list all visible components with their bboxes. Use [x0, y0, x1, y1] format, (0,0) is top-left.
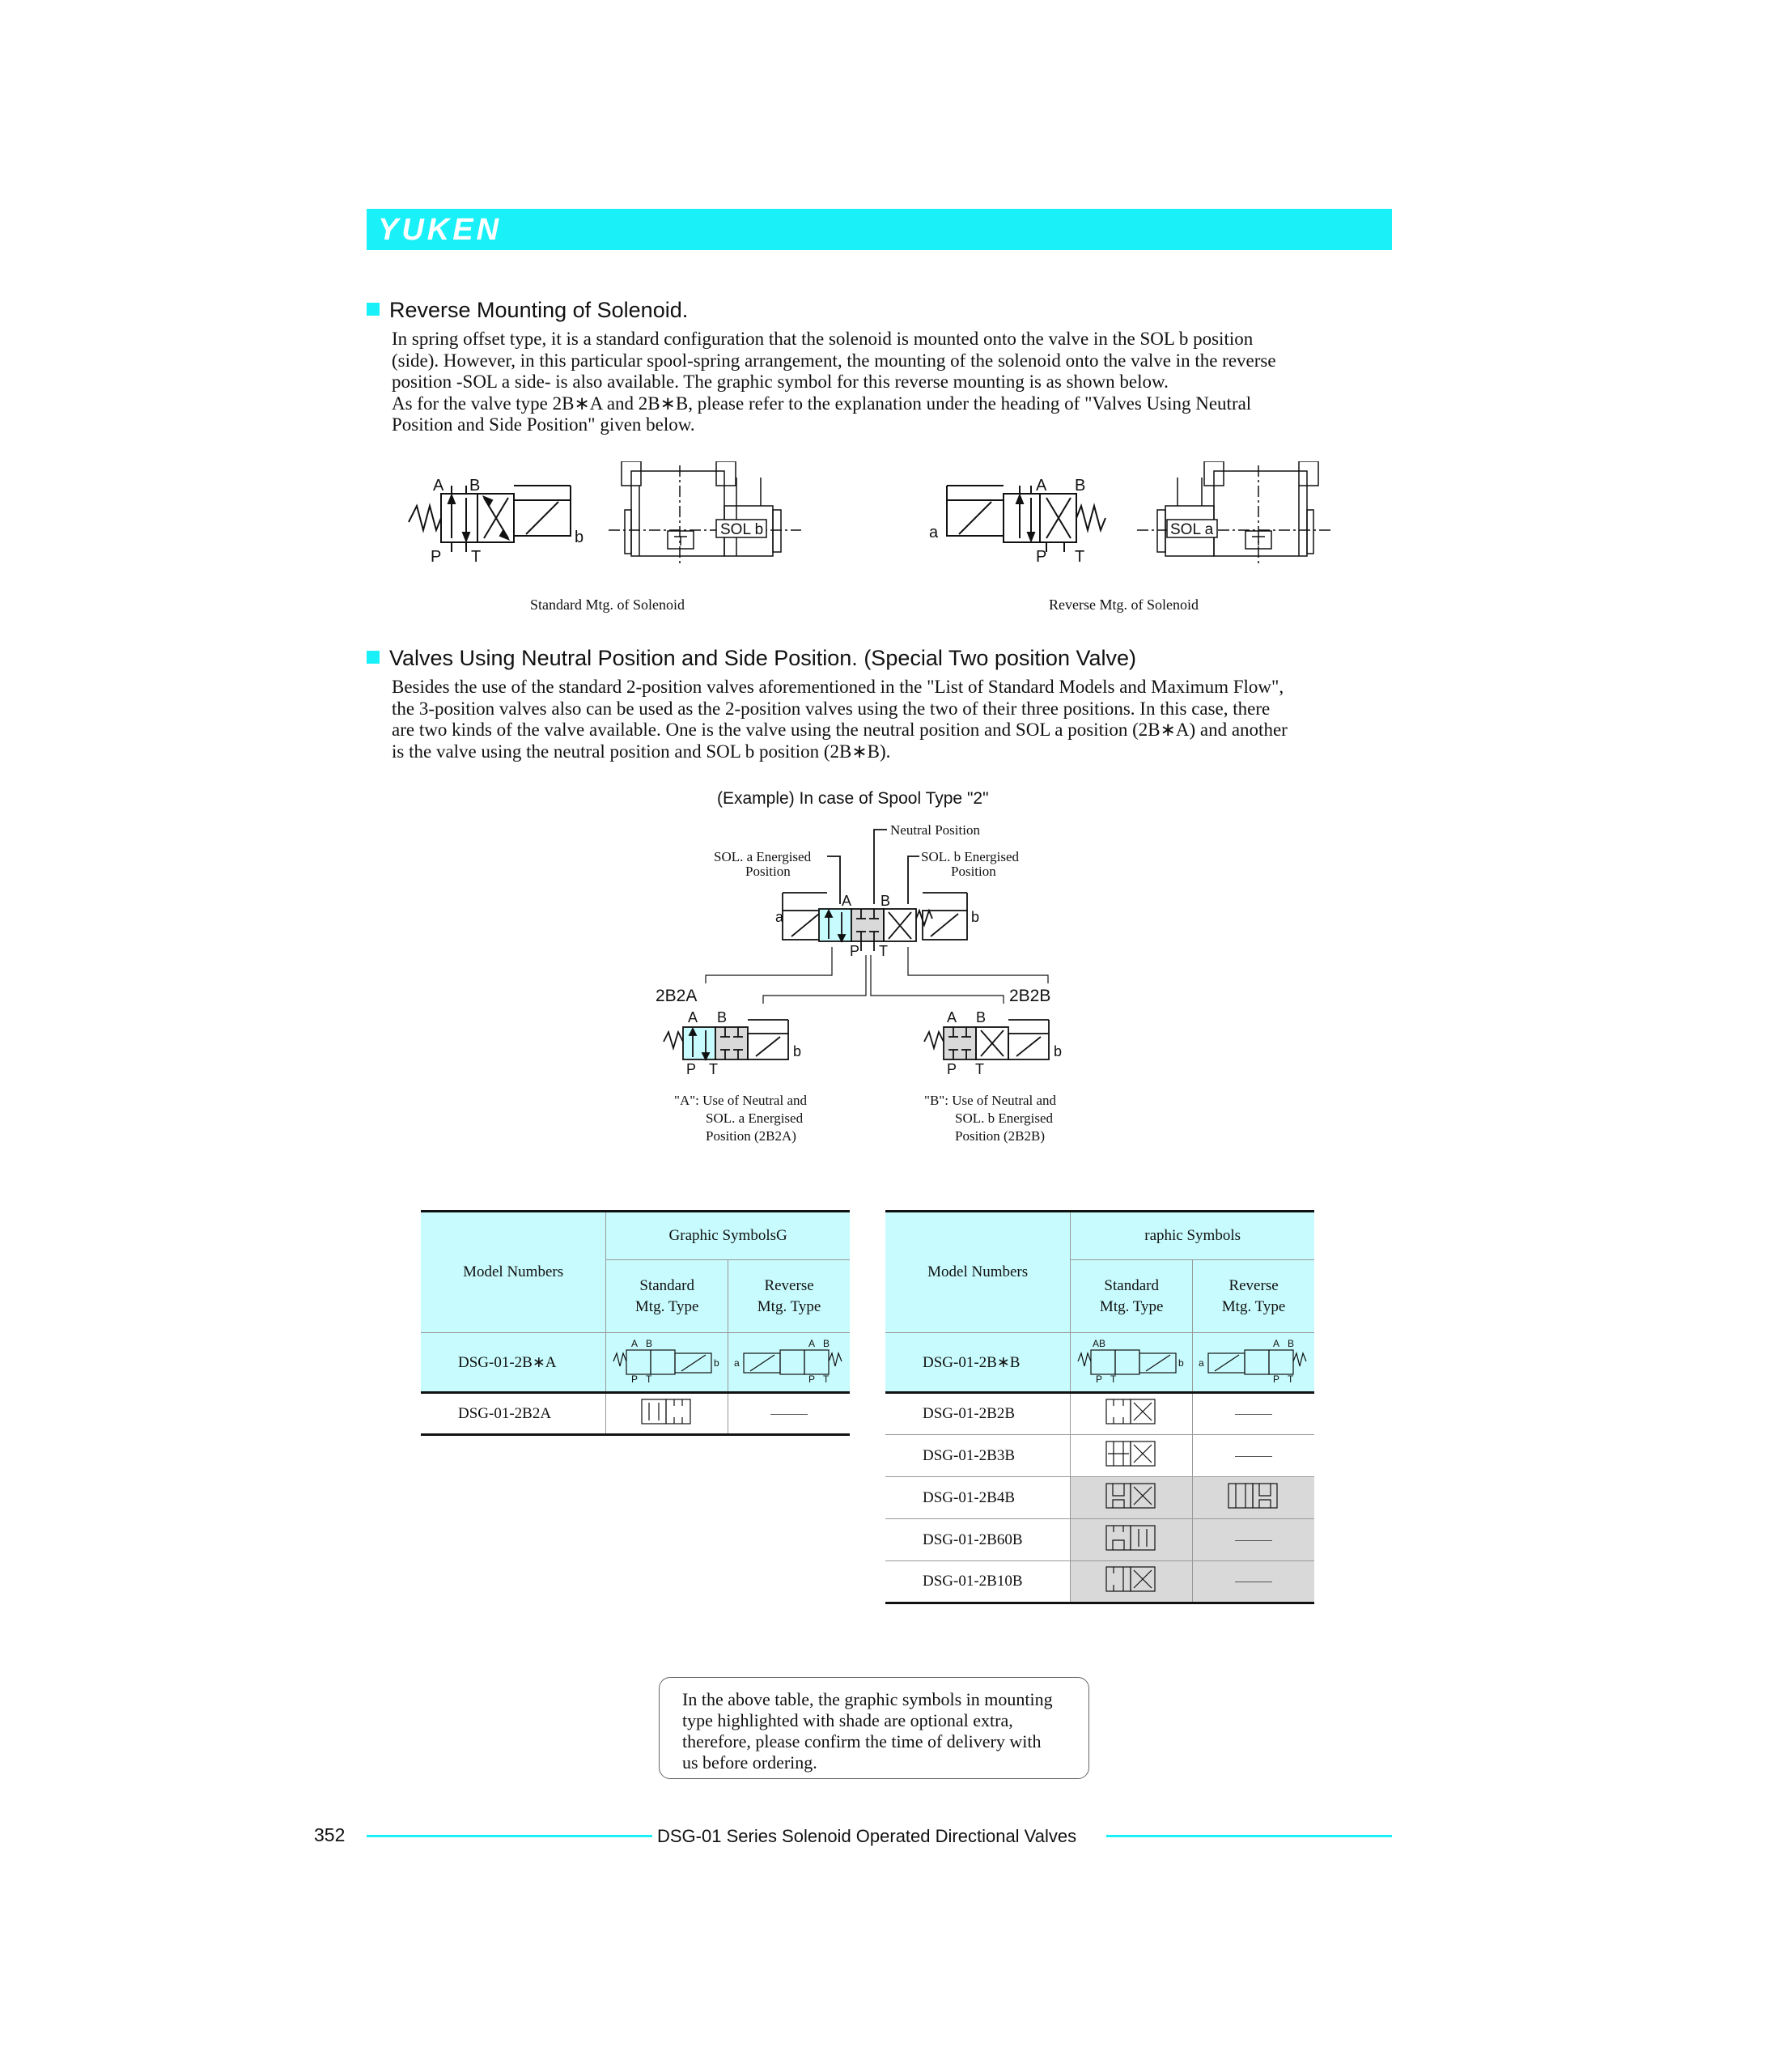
2b2a-port-a: A — [688, 1009, 698, 1025]
example-port-b: B — [881, 893, 891, 909]
reverse-caption: Reverse Mtg. of Solenoid — [1049, 597, 1199, 613]
dash — [1235, 1540, 1272, 1541]
port-a-label: A — [433, 477, 444, 495]
caption-b-line2: SOL. b Energised — [955, 1110, 1054, 1126]
2b2b-port-a: A — [947, 1009, 957, 1025]
section2-heading: Valves Using Neutral Position and Side Position. (Special Two position Valve) — [367, 646, 1136, 671]
svg-text:a: a — [1199, 1357, 1204, 1369]
valve-symbol-icon — [1197, 1335, 1310, 1384]
section2-paragraph: Besides the use of the standard 2-position valves aforementioned in the "List of Standard Models and Maximum Flow", the 3-position valves also can be used as the 2-position valves using the two of their three positions. In this case, there are two kinds of the valve available. One is the valve using the neutral position and SOL a position (2B∗A) and another is the valve using the neutral position and SOL b position (2B∗B). — [392, 677, 1288, 762]
valve-symbol-icon — [1103, 1564, 1160, 1594]
caption-a-line1: "A": Use of Neutral and — [674, 1093, 807, 1108]
sol-b-position-label: Position — [951, 864, 996, 879]
standard-symbol-cell — [1071, 1393, 1193, 1435]
svg-text:a: a — [734, 1357, 740, 1369]
svg-text:T: T — [823, 1374, 830, 1384]
2b2b-port-b: B — [976, 1009, 987, 1025]
neutral-position-label: Neutral Position — [890, 822, 980, 838]
svg-text:b: b — [1178, 1357, 1184, 1369]
symbol-2b2b — [924, 1020, 1049, 1059]
svg-text:T: T — [646, 1374, 652, 1384]
valve-symbol-icon — [639, 1396, 695, 1427]
sol-b-label: SOL b — [720, 521, 764, 538]
th-reverse: Reverse Mtg. Type — [728, 1260, 850, 1333]
footer-rule-right — [1106, 1835, 1392, 1837]
standard-caption: Standard Mtg. of Solenoid — [530, 597, 685, 613]
svg-text:P: P — [1273, 1374, 1280, 1384]
valve-symbol-icon — [1103, 1438, 1160, 1469]
th-model-numbers: Model Numbers — [421, 1212, 606, 1333]
th-model-numbers: Model Numbers — [885, 1212, 1071, 1333]
dash — [1235, 1414, 1272, 1415]
valve-symbol-icon — [1225, 1480, 1282, 1511]
th-standard: Standard Mtg. Type — [1071, 1260, 1193, 1333]
2b2a-port-b: B — [717, 1009, 728, 1025]
section1-heading: Reverse Mounting of Solenoid. — [367, 298, 688, 323]
svg-text:A: A — [1273, 1338, 1280, 1349]
2b2a-port-t: T — [709, 1061, 718, 1077]
standard-symbol-cell — [1071, 1333, 1193, 1393]
square-bullet-icon — [367, 651, 380, 664]
2b2b-port-p: P — [947, 1061, 957, 1077]
port-p-label: P — [431, 548, 442, 566]
th-reverse: Reverse Mtg. Type — [1193, 1260, 1314, 1333]
table-row-model: DSG-01-2B2A — [421, 1393, 606, 1435]
table-row-model: DSG-01-2B4B — [885, 1477, 1071, 1519]
2b2b-b-label: b — [1054, 1043, 1063, 1059]
svg-text:P: P — [808, 1374, 816, 1384]
sol-a-label: SOL a — [1170, 521, 1214, 538]
table-row-model: DSG-01-2B60B — [885, 1519, 1071, 1561]
example-figure — [647, 789, 1101, 1153]
table-row-model: DSG-01-2B∗A — [421, 1333, 606, 1393]
table-2b-b — [885, 1210, 1314, 1604]
reverse-symbol-cell — [1193, 1561, 1314, 1603]
reverse-symbol-cell — [1193, 1333, 1314, 1393]
standard-symbol-cell — [1071, 1561, 1193, 1603]
valve-symbol-icon — [1075, 1335, 1188, 1384]
svg-text:A: A — [631, 1338, 639, 1349]
table-row-model: DSG-01-2B10B — [885, 1561, 1071, 1603]
table-row-model: DSG-01-2B3B — [885, 1435, 1071, 1477]
example-b-label: b — [971, 909, 980, 925]
svg-text:P: P — [631, 1374, 639, 1384]
example-port-t: T — [879, 943, 888, 959]
2b2a-port-p: P — [686, 1061, 697, 1077]
sol-a-energised-label: SOL. a Energised — [714, 849, 812, 864]
dash — [770, 1414, 808, 1415]
valve-symbol-icon — [732, 1335, 846, 1384]
caption-b-line3: Position (2B2B) — [955, 1128, 1045, 1144]
port-a-label-rev: A — [1036, 477, 1047, 495]
caption-a-line3: Position (2B2A) — [706, 1128, 796, 1144]
th-graphic-symbols: Graphic SymbolsG — [606, 1212, 850, 1260]
svg-text:A: A — [808, 1338, 816, 1349]
standard-symbol-cell — [606, 1333, 728, 1393]
port-b-solenoid-label: b — [575, 529, 584, 546]
valve-symbol-icon — [1103, 1522, 1160, 1553]
svg-text:T: T — [1288, 1374, 1294, 1384]
table-2b-a — [421, 1210, 850, 1436]
svg-text:T: T — [1110, 1374, 1117, 1384]
example-a-label: a — [775, 909, 784, 925]
port-b-label-rev: B — [1075, 477, 1086, 495]
standard-symbol-cell — [606, 1393, 728, 1435]
port-t-label: T — [471, 548, 482, 566]
reverse-mounting-symbol — [947, 486, 1105, 552]
port-p-label-rev: P — [1036, 548, 1047, 566]
valve-symbol-icon — [1103, 1396, 1160, 1427]
standard-symbol-cell — [1071, 1477, 1193, 1519]
caption-a-line2: SOL. a Energised — [706, 1110, 804, 1126]
footer-rule-left — [367, 1835, 652, 1837]
reverse-symbol-cell — [728, 1393, 850, 1435]
reverse-symbol-cell — [1193, 1435, 1314, 1477]
yuken-logo: YUKEN — [378, 213, 503, 247]
reverse-valve-drawing — [1137, 461, 1331, 564]
caption-b-line1: "B": Use of Neutral and — [924, 1093, 1057, 1108]
dash — [1235, 1456, 1272, 1457]
svg-text:AB: AB — [1093, 1338, 1106, 1349]
example-port-a: A — [842, 893, 852, 909]
square-bullet-icon — [367, 303, 380, 316]
svg-text:B: B — [646, 1338, 653, 1349]
port-a-solenoid-label: a — [929, 524, 939, 541]
svg-text:b: b — [714, 1357, 719, 1369]
note-text: In the above table, the graphic symbols in mounting type highlighted with shade are optional extra, therefore, please confirm the time of delivery with us before ordering. — [682, 1689, 1053, 1773]
reverse-symbol-cell — [728, 1333, 850, 1393]
reverse-symbol-cell — [1193, 1477, 1314, 1519]
port-t-label-rev: T — [1075, 548, 1085, 566]
sol-b-energised-label: SOL. b Energised — [921, 849, 1020, 864]
example-port-p: P — [850, 943, 860, 959]
th-standard: Standard Mtg. Type — [606, 1260, 728, 1333]
standard-symbol-cell — [1071, 1519, 1193, 1561]
svg-text:B: B — [1288, 1338, 1295, 1349]
valve-symbol-icon — [1103, 1480, 1160, 1511]
table-row-model: DSG-01-2B∗B — [885, 1333, 1071, 1393]
port-b-label: B — [469, 477, 481, 495]
note-box — [659, 1677, 1089, 1779]
reverse-symbol-cell — [1193, 1393, 1314, 1435]
footer-title: DSG-01 Series Solenoid Operated Directional Valves — [657, 1826, 1077, 1846]
standard-symbol-cell — [1071, 1435, 1193, 1477]
table-row-model: DSG-01-2B2B — [885, 1393, 1071, 1435]
th-graphic-symbols: raphic Symbols — [1071, 1212, 1314, 1260]
svg-text:P: P — [1096, 1374, 1103, 1384]
code-2b2a: 2B2A — [656, 987, 698, 1005]
svg-text:B: B — [823, 1338, 830, 1349]
2b2a-b-label: b — [793, 1043, 802, 1059]
section1-paragraph: In spring offset type, it is a standard configuration that the solenoid is mounted onto the valve in the SOL b position (side). However, in this particular spool-spring arrangement, the mounting of the solenoid onto the valve in the reverse position -SOL a side- is also available. The graphic symbol for this reverse mounting is as shown below. As for the valve type 2B∗A and 2B∗B, please refer to the explanation under the heading of "Valves Using Neutral Position and Side Position" given below. — [392, 329, 1276, 435]
code-2b2b: 2B2B — [1009, 987, 1051, 1005]
valve-symbol-icon — [610, 1335, 724, 1384]
example-title: (Example) In case of Spool Type "2" — [717, 789, 989, 808]
reverse-symbol-cell — [1193, 1519, 1314, 1561]
three-position-symbol — [783, 893, 967, 951]
standard-valve-drawing — [609, 461, 801, 564]
sol-a-position-label: Position — [745, 864, 791, 879]
header-bar — [367, 209, 1392, 250]
2b2b-port-t: T — [975, 1061, 984, 1077]
symbol-2b2a — [664, 1020, 788, 1059]
page-number: 352 — [314, 1824, 346, 1845]
standard-mounting-symbol — [409, 486, 571, 552]
